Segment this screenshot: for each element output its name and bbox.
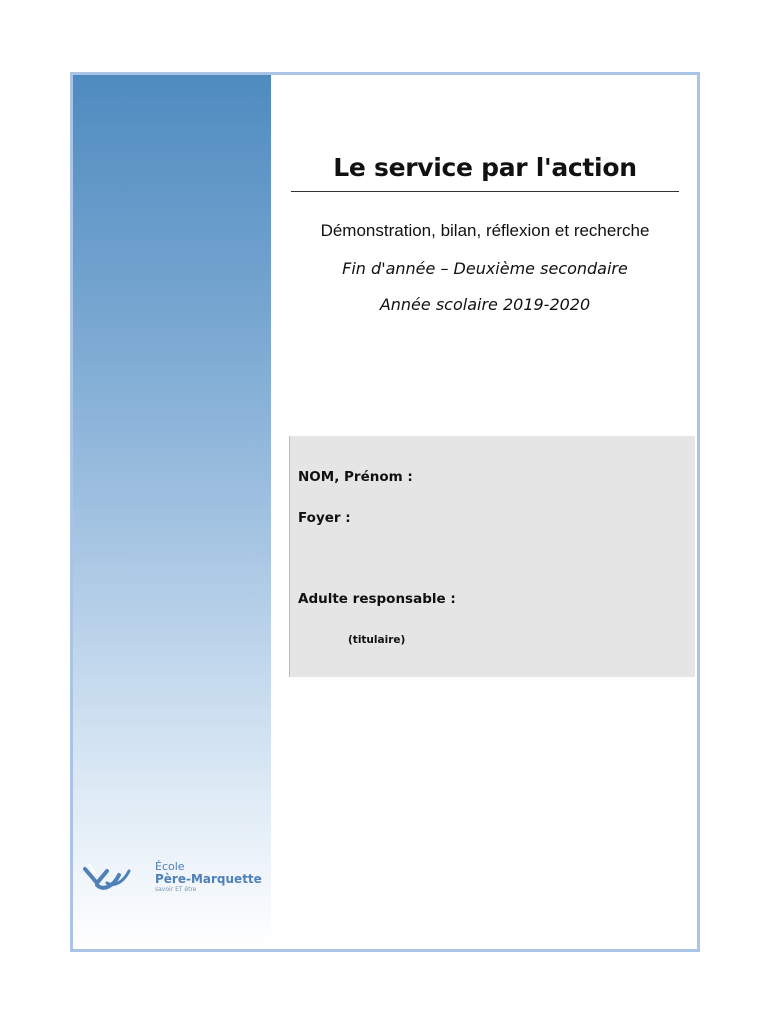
name-field-label: NOM, Prénom : (298, 469, 413, 485)
document-title: Le service par l'action (333, 153, 637, 182)
title-underline (291, 191, 679, 192)
period-line: Fin d'année – Deuxième secondaire (342, 259, 628, 278)
logo-line-school-name: Père-Marquette (155, 871, 262, 886)
logo-text (155, 861, 262, 893)
foyer-field-label: Foyer : (298, 510, 351, 526)
school-year-line: Année scolaire 2019-2020 (379, 295, 591, 314)
student-info-box (289, 436, 695, 677)
logo-tagline: savoir ET être (155, 886, 197, 894)
cover-frame (70, 72, 700, 952)
adult-field-label: Adulte responsable : (298, 591, 456, 607)
school-logo-icon (83, 861, 133, 897)
titulaire-note: (titulaire) (348, 634, 406, 646)
gradient-side-band (73, 75, 271, 949)
document-subtitle: Démonstration, bilan, réflexion et recherche (320, 221, 650, 240)
school-logo (83, 861, 263, 911)
logo-line-ecole: École (155, 860, 185, 873)
